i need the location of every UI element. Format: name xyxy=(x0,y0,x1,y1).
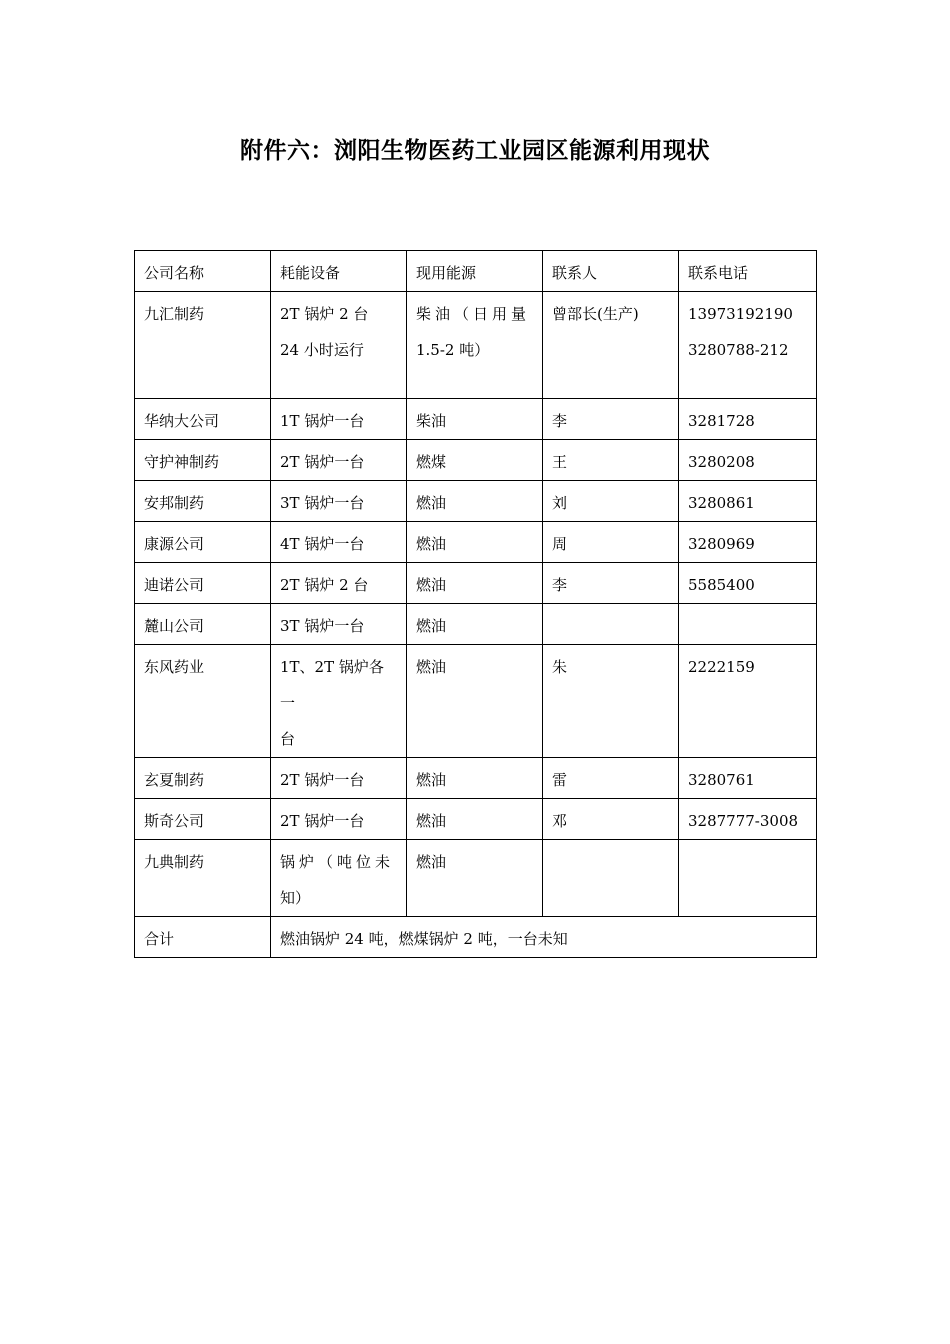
energy-cell: 燃油 xyxy=(407,604,543,645)
company-cell: 安邦制药 xyxy=(135,481,271,522)
contact-cell xyxy=(543,840,679,917)
table-row xyxy=(135,292,817,399)
phone-cell xyxy=(679,604,817,645)
page-title: 附件六：浏阳生物医药工业园区能源利用现状 xyxy=(240,138,710,164)
company-cell: 斯奇公司 xyxy=(135,799,271,840)
equipment-line: 台 xyxy=(280,730,296,748)
header-cell-equipment: 耗能设备 xyxy=(271,251,407,292)
total-label-cell: 合计 xyxy=(135,917,271,958)
phone-line: 13973192190 xyxy=(688,305,793,323)
equipment-cell: 2T 锅炉 2 台 xyxy=(271,563,407,604)
energy-cell: 燃煤 xyxy=(407,440,543,481)
company-cell: 麓山公司 xyxy=(135,604,271,645)
phone-cell: 3280761 xyxy=(679,758,817,799)
phone-cell: 3280969 xyxy=(679,522,817,563)
equipment-line: 2T 锅炉 2 台 xyxy=(280,305,369,323)
company-cell: 玄夏制药 xyxy=(135,758,271,799)
phone-cell xyxy=(679,840,817,917)
table-row xyxy=(135,481,817,522)
equipment-cell xyxy=(271,292,407,399)
contact-cell: 李 xyxy=(543,563,679,604)
table-row xyxy=(135,399,817,440)
header-cell-energy: 现用能源 xyxy=(407,251,543,292)
company-cell: 守护神制药 xyxy=(135,440,271,481)
table-total-row xyxy=(135,917,817,958)
equipment-cell xyxy=(271,840,407,917)
equipment-cell: 1T 锅炉一台 xyxy=(271,399,407,440)
company-cell: 东风药业 xyxy=(135,645,271,758)
energy-cell: 燃油 xyxy=(407,758,543,799)
table-row xyxy=(135,563,817,604)
header-cell-phone: 联系电话 xyxy=(679,251,817,292)
total-value-cell: 燃油锅炉 24 吨，燃煤锅炉 2 吨，一台未知 xyxy=(271,917,817,958)
phone-cell: 3280861 xyxy=(679,481,817,522)
equipment-line: 1T、2T 锅炉各一 xyxy=(280,658,384,712)
company-cell: 九典制药 xyxy=(135,840,271,917)
energy-usage-table xyxy=(134,250,817,958)
equipment-line: 锅炉（吨位未 xyxy=(280,853,395,871)
header-cell-contact: 联系人 xyxy=(543,251,679,292)
table-row xyxy=(135,758,817,799)
contact-cell: 王 xyxy=(543,440,679,481)
contact-cell: 刘 xyxy=(543,481,679,522)
phone-cell: 3281728 xyxy=(679,399,817,440)
contact-cell xyxy=(543,604,679,645)
energy-cell: 柴油 xyxy=(407,399,543,440)
phone-cell: 2222159 xyxy=(679,645,817,758)
equipment-cell: 4T 锅炉一台 xyxy=(271,522,407,563)
phone-cell xyxy=(679,292,817,399)
equipment-cell: 2T 锅炉一台 xyxy=(271,758,407,799)
table-row xyxy=(135,522,817,563)
contact-cell: 李 xyxy=(543,399,679,440)
table-row xyxy=(135,840,817,917)
table-row xyxy=(135,604,817,645)
phone-cell: 3287777-3008 xyxy=(679,799,817,840)
energy-cell: 燃油 xyxy=(407,645,543,758)
energy-cell: 燃油 xyxy=(407,563,543,604)
contact-cell: 朱 xyxy=(543,645,679,758)
table-row xyxy=(135,645,817,758)
company-cell: 康源公司 xyxy=(135,522,271,563)
table-row xyxy=(135,440,817,481)
equipment-cell: 3T 锅炉一台 xyxy=(271,604,407,645)
equipment-cell: 2T 锅炉一台 xyxy=(271,799,407,840)
energy-cell: 燃油 xyxy=(407,481,543,522)
company-cell: 迪诺公司 xyxy=(135,563,271,604)
phone-line: 3280788-212 xyxy=(688,341,789,359)
table-header-row xyxy=(135,251,817,292)
phone-cell: 3280208 xyxy=(679,440,817,481)
equipment-cell: 3T 锅炉一台 xyxy=(271,481,407,522)
equipment-line: 知） xyxy=(280,889,311,907)
phone-cell: 5585400 xyxy=(679,563,817,604)
header-cell-company: 公司名称 xyxy=(135,251,271,292)
energy-line: 柴油（日用量 xyxy=(416,305,531,323)
contact-cell: 周 xyxy=(543,522,679,563)
company-cell: 华纳大公司 xyxy=(135,399,271,440)
company-cell: 九汇制药 xyxy=(135,292,271,399)
energy-line: 1.5-2 吨） xyxy=(416,341,490,359)
equipment-cell xyxy=(271,645,407,758)
table-row xyxy=(135,799,817,840)
contact-cell: 曾部长(生产) xyxy=(543,292,679,399)
equipment-cell: 2T 锅炉一台 xyxy=(271,440,407,481)
equipment-line: 24 小时运行 xyxy=(280,341,364,359)
contact-cell: 邓 xyxy=(543,799,679,840)
contact-cell: 雷 xyxy=(543,758,679,799)
energy-cell xyxy=(407,292,543,399)
energy-cell: 燃油 xyxy=(407,799,543,840)
energy-cell: 燃油 xyxy=(407,840,543,917)
energy-cell: 燃油 xyxy=(407,522,543,563)
